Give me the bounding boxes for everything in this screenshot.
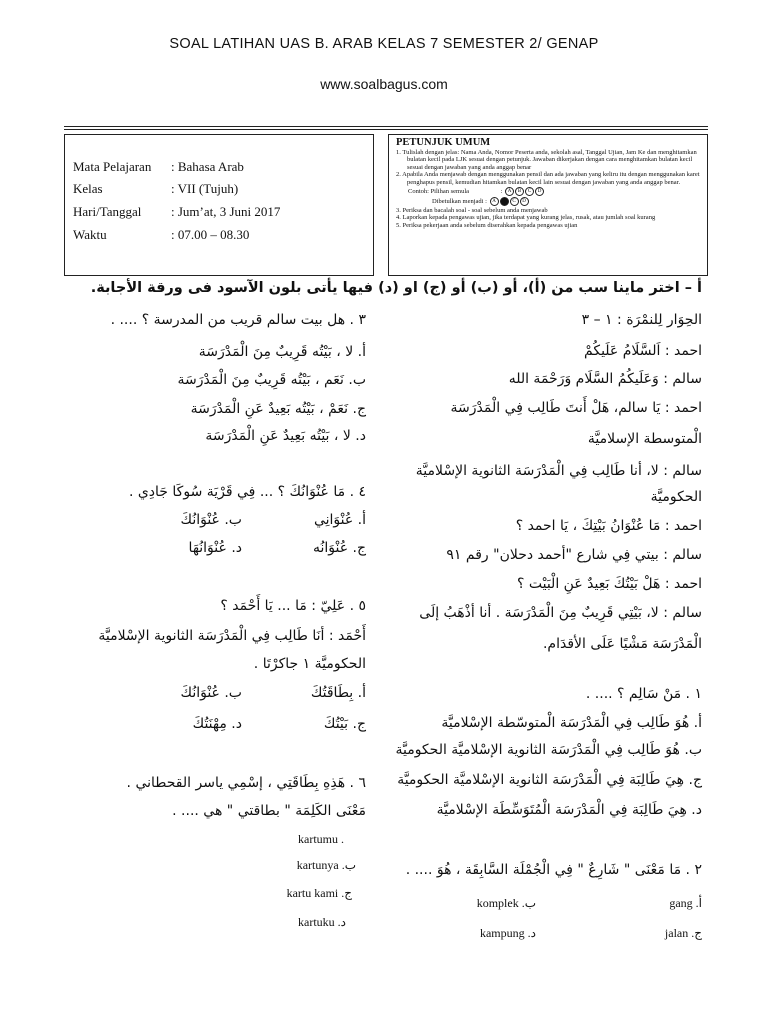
main-instruction: أ – اختر ماينا سب من (أ)، أو (ب) أو (ج) او (د) فيها يأتى بلون الآسود فى ورقة الأجابة. [90,280,702,296]
info-row: Waktu : 07.00 – 08.30 [73,227,250,242]
dialogue-line: سالم : بيتي فِي شارع "أحمد دحلان" رقم ٩١ [446,547,702,563]
q1-option: أ. هُوَ طَالِب فِي الْمَدْرَسَة الْمتوسّطة الإسْلاميَّة [441,715,702,731]
dialogue-line: سالم : وَعَلَيكُمُ السَّلَام وَرَحْمَة الله [508,371,702,387]
instruction-item: 4. Laporkan kepada pengawas ujian, jika terdapat yang kurang jelas, rusak, atau jumlah soal kurang [396,214,656,222]
q6-option: kartu kami .ج [286,886,352,900]
instruction-item: 3. Periksa dan bacalah soal - soal sebelum anda menjawab [396,207,548,215]
q2-option: kampung .د [479,926,536,940]
question-4: ٤ . مَا عُنْوَانُكَ ؟ ... فِي قَرْيَة سُوكَا جَادِي . [128,484,366,500]
q6-option: kartunya .ب [296,858,356,872]
q6-option: kartuku .د [298,915,346,929]
website-url: www.soalbagus.com [320,76,448,92]
instruction-item: 2. Apabila Anda menjawab dengan menggunakan pensil dan ada jawaban yang keliru itu dengan menggunakan karet penghapus pensil, kemudian hitamkan bulatan kecil lain sesuai dengan jawaban yang anda anggap benar. [396,171,700,186]
q2-option: gang .أ [669,896,702,910]
q2-option: komplek .ب [476,896,536,910]
general-instructions-box [388,134,708,276]
question-5-line: أَحْمَد : أنَا طَالِب فِي الْمَدْرَسَة الثانوية الإسْلاميَّة [98,628,366,644]
question-6: ٦ . هَذِهِ بِطَاقَتِي ، إسْمِي ياسر القحطاني . [126,775,366,791]
question-1: ١ . مَنْ سَالِم ؟ .... . [585,686,702,702]
q4-option: د. عُنْوَانُهَا [188,540,242,556]
question-3: ٣ . هل بيت سالم قريب من المدرسة ؟ .... . [110,312,366,328]
dialogue-line: سالم : لا، أنا طَالِب فِي الْمَدْرَسَة الثانوية الإسْلاميَّة [415,463,702,479]
answer-circle-icon: C [510,197,519,206]
dialogue-line: الْمتوسطة الإسلاميَّة [587,431,702,447]
info-row: Mata Pelajaran : Bahasa Arab [73,159,244,174]
info-row: Hari/Tanggal : Jum’at, 3 Juni 2017 [73,204,281,219]
q2-option: jalan .ج [664,926,702,940]
instruction-item: 5. Periksa pekerjaan anda sebelum diserahkan kepada pengawas ujian [396,221,578,229]
instructions-title: PETUNJUK UMUM [396,137,491,148]
dialogue-title: الحِوَار لِلنمْرَة : ١ – ٣ [581,312,702,328]
divider-line [64,129,708,130]
filled-circle-icon [500,197,509,206]
q4-option: ب. عُنْوَانُكَ [180,512,242,528]
q4-option: ج. عُنْوَانُه [312,540,366,556]
question-6-line: مَعْنَى الكَلِمَة " بطاقتي " هي .... . [172,803,366,819]
question-2: ٢ . مَا مَعْنَى " شَارِعٌ " فِي الْجُمْلَة السَّابِقَة ، هُوَ .... . [405,862,702,878]
dialogue-line: الْمَدْرَسَة مَشْيًا عَلَى الأقدَام. [542,636,702,652]
q1-option: ج. هِيَ طَالِبَة فِي الْمَدْرَسَة الثانوية الإسْلاميَّة الحكوميَّة [397,772,702,788]
document-title: SOAL LATIHAN UAS B. ARAB KELAS 7 SEMESTER 2/ GENAP [169,36,599,52]
q6-option: kartumu . [298,832,344,846]
answer-circle-icon: A [505,187,514,196]
question-5: ٥ . عَلِيّ : مَا ... يَا أَحْمَد ؟ [220,598,366,614]
dialogue-line: الحكوميَّة [650,489,702,505]
divider-line [64,126,708,127]
question-5-line: الحكوميَّة ١ جاكرْتَا . [253,656,366,672]
answer-circle-icon: D [520,197,529,206]
answer-circle-icon: B [515,187,524,196]
info-row: Kelas : VII (Tujuh) [73,181,239,196]
q5-option: ج. بَيْتُكَ [323,716,366,732]
q3-option: ج. نَعَمْ ، بَيْتُه بَعِيدٌ عَنِ الْمَدْرَسَة [190,401,366,417]
q1-option: د. هِيَ طَالِبَة فِي الْمَدْرَسَة الْمُتَوَسِّطَة الإسْلاميَّة [436,802,702,818]
answer-circle-icon: A [490,197,499,206]
answer-circle-icon: D [535,187,544,196]
q4-option: أ. عُنْوَانِي [313,512,366,528]
dialogue-line: احمد : اَلسَّلَامُ عَلَيكُمْ [584,343,702,359]
dialogue-line: احمد : مَا عُنْوَانُ بَيْتِكَ ، يَا احمد ؟ [515,518,702,534]
q5-option: ب. عُنْوَانُكَ [180,685,242,701]
dialogue-line: سالم : لا، بَيْتِي قَرِيبٌ مِنَ الْمَدْرَسَة . أنا أذْهَبُ إلَى [419,605,702,621]
q5-option: أ. بِطَاقَتُكَ [310,685,366,701]
dialogue-line: احمد : هَلْ بَيْتُكَ بَعِيدٌ عَنِ الْبَيْت ؟ [516,576,702,592]
q3-option: ب. نَعَم ، بَيْتُه قَرِيبٌ مِنَ الْمَدْرَسَة [177,372,366,388]
example-original: Contoh: Pilihan semula : A B C D [396,187,703,196]
answer-circle-icon: C [525,187,534,196]
q1-option: ب. هُوَ طَالِب فِي الْمَدْرَسَة الثانوية الإسْلاميَّة الحكوميَّة [395,742,702,758]
q3-option: أ. لا ، بَيْتُه قَرِيبٌ مِنَ الْمَدْرَسَة [198,344,366,360]
q3-option: د. لا ، بَيْتُه بَعِيدٌ عَنِ الْمَدْرَسَة [205,428,366,444]
example-corrected: Dibetulkan menjadi : A C D [396,197,703,206]
subject-info-box [64,134,374,276]
q5-option: د. مِهْنَتُكَ [192,716,242,732]
dialogue-line: احمد : يَا سالم، هَلْ أَنتَ طَالِب فِي الْمَدْرَسَة [450,400,702,416]
instruction-item: 1. Tulislah dengan jelas: Nama Anda, Nomor Peserta anda, sekolah asal, Tanggal Ujian, Jam Ke dan menghitamkan bulatan kecil pada LJK sesuai dengan petunjuk. Jawaban dikerjakan dengan cara menghitamkan bulatan kecil sesuai dengan jawaban yang anda anggap benar [396,149,697,171]
